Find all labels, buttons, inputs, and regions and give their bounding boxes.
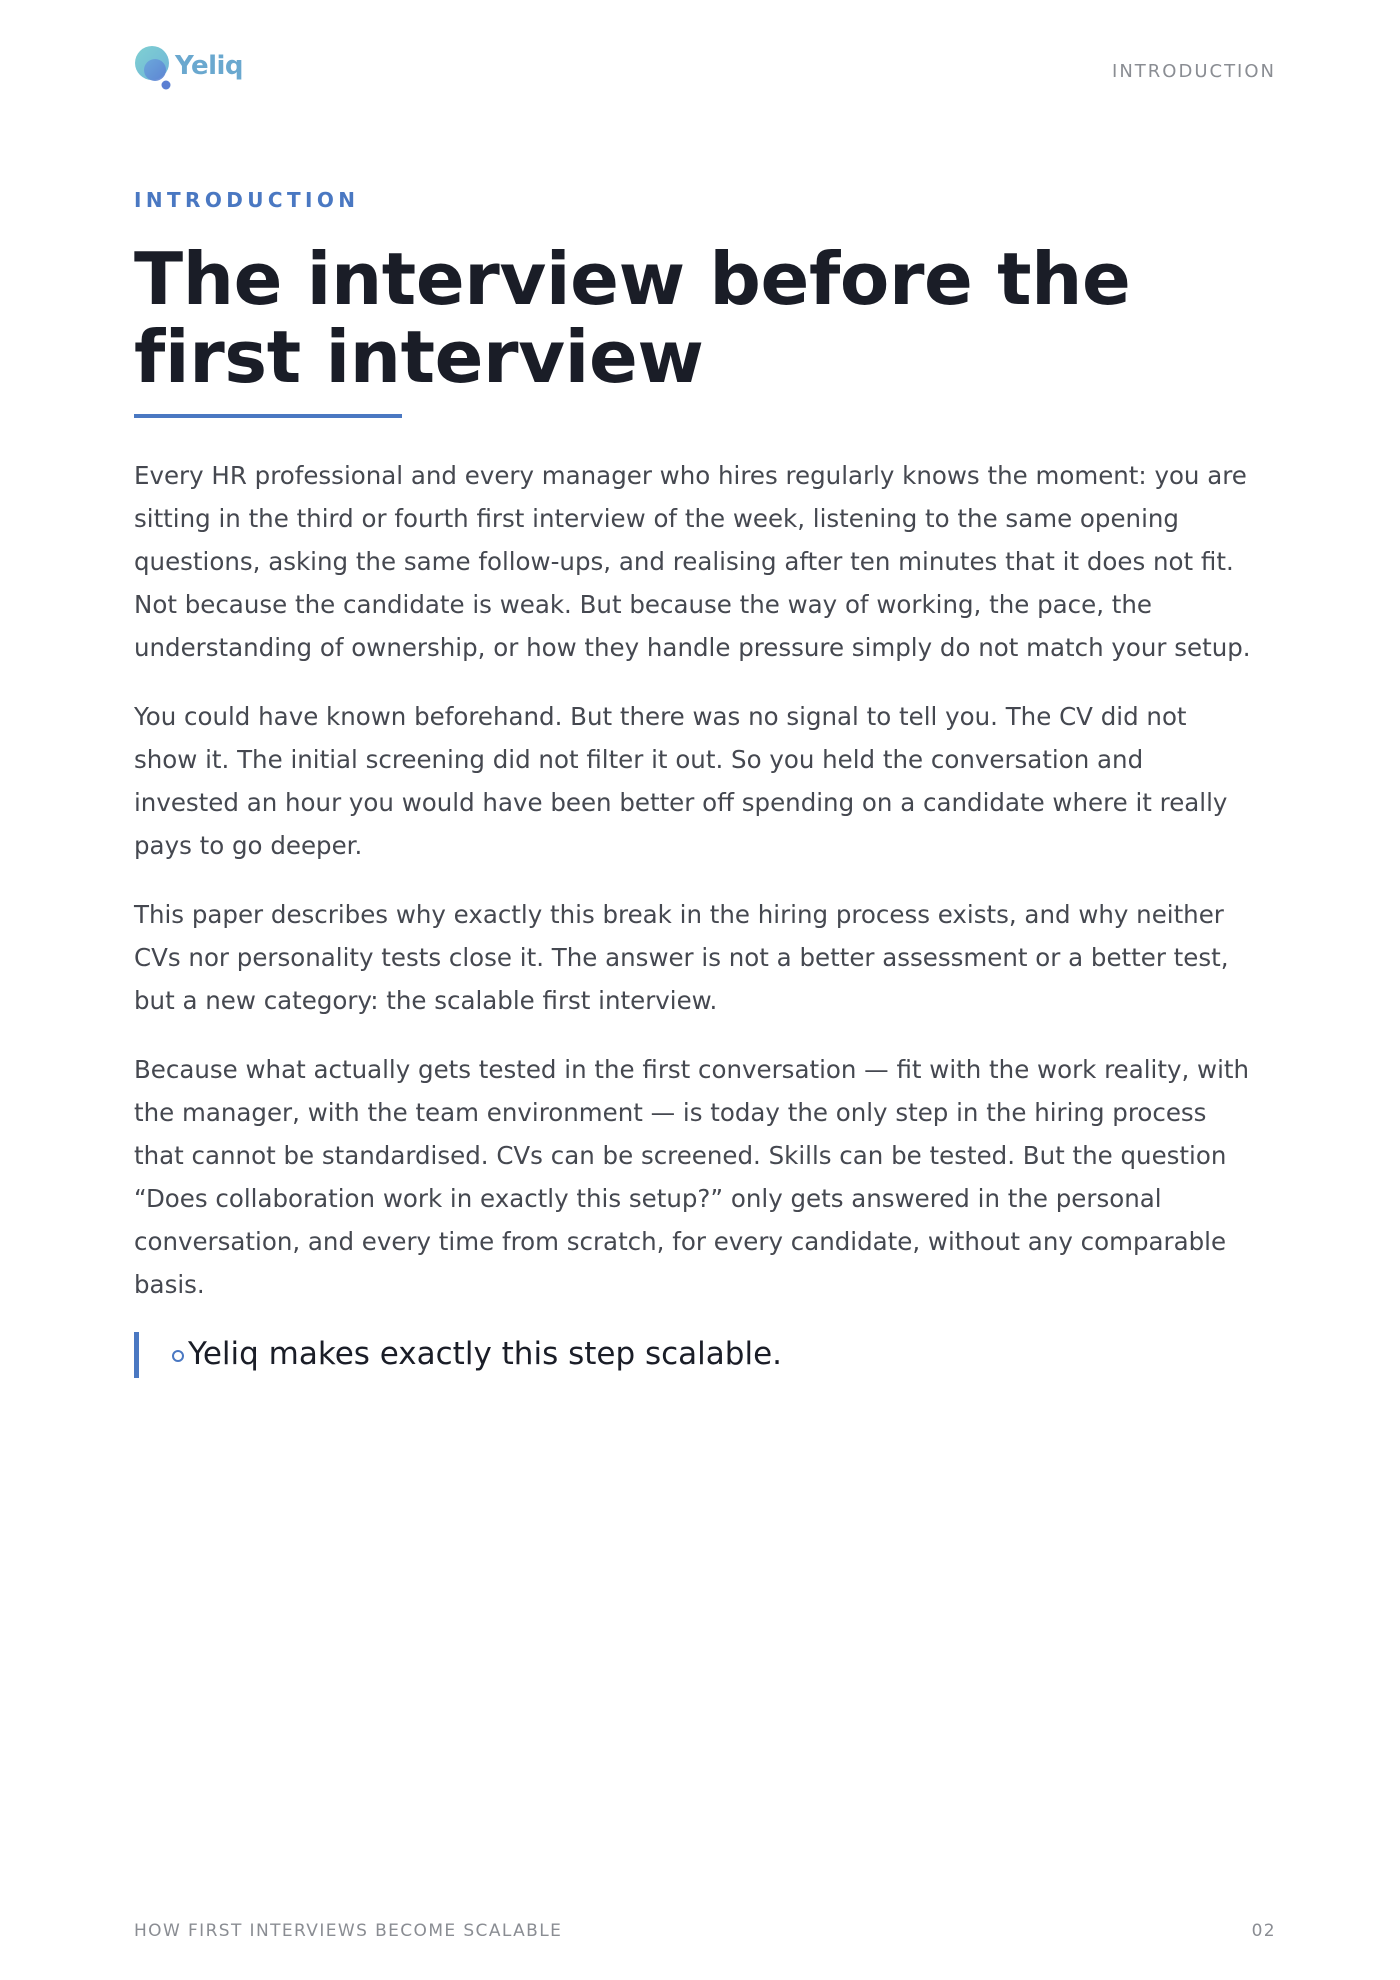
header-section-label: INTRODUCTION xyxy=(1112,61,1276,82)
paragraph-2: You could have known beforehand. But there was no signal to tell you. The CV did not show it. The initial screening did not filter it out. So you held the conversation and invested an hour you would have been better off spending on a candidate where it really pays to go deeper. xyxy=(134,702,1228,860)
brand-name: Yeliq xyxy=(175,51,244,81)
section-eyebrow: INTRODUCTION xyxy=(134,188,360,212)
paragraph-4: Because what actually gets tested in the first conversation — fit with the work reality, with the manager, with the team environment — is today the only step in the hiring process that cannot be standardised. CVs can be screened. Skills can be tested. But the question “Does collaboration work in exactly this setup?” only gets answered in the personal conversation, and every time from scratch, for every candidate, without any comparable basis. xyxy=(134,1055,1250,1299)
paragraph-1: Every HR professional and every manager who hires regularly knows the moment: you are sitting in the third or fourth first interview of the week, listening to the same opening questions, asking the same follow-ups, and realising after ten minutes that it does not fit. Not because the candidate is weak. But because the way of working, the pace, the understanding of ownership, or how they handle pressure simply do not match your setup. xyxy=(134,461,1251,662)
title-underline xyxy=(134,414,402,418)
footer-document-title: HOW FIRST INTERVIEWS BECOME SCALABLE xyxy=(134,1921,563,1941)
footer-page-number: 02 xyxy=(1251,1921,1276,1941)
bullet-circle-icon xyxy=(172,1350,184,1362)
body-text xyxy=(134,454,1254,1306)
callout xyxy=(134,1332,1254,1378)
yeliq-logo-icon xyxy=(134,42,176,94)
callout-text: Yeliq makes exactly this step scalable. xyxy=(188,1336,782,1372)
brand-logo xyxy=(134,42,244,94)
page-title: The interview before the first interview xyxy=(134,237,1131,399)
paragraph-3: This paper describes why exactly this break in the hiring process exists, and why neither CVs nor personality tests close it. The answer is not a better assessment or a better test, but a new category: the scalable first interview. xyxy=(134,900,1229,1015)
callout-bar xyxy=(134,1332,139,1378)
main-content xyxy=(134,190,1254,1378)
